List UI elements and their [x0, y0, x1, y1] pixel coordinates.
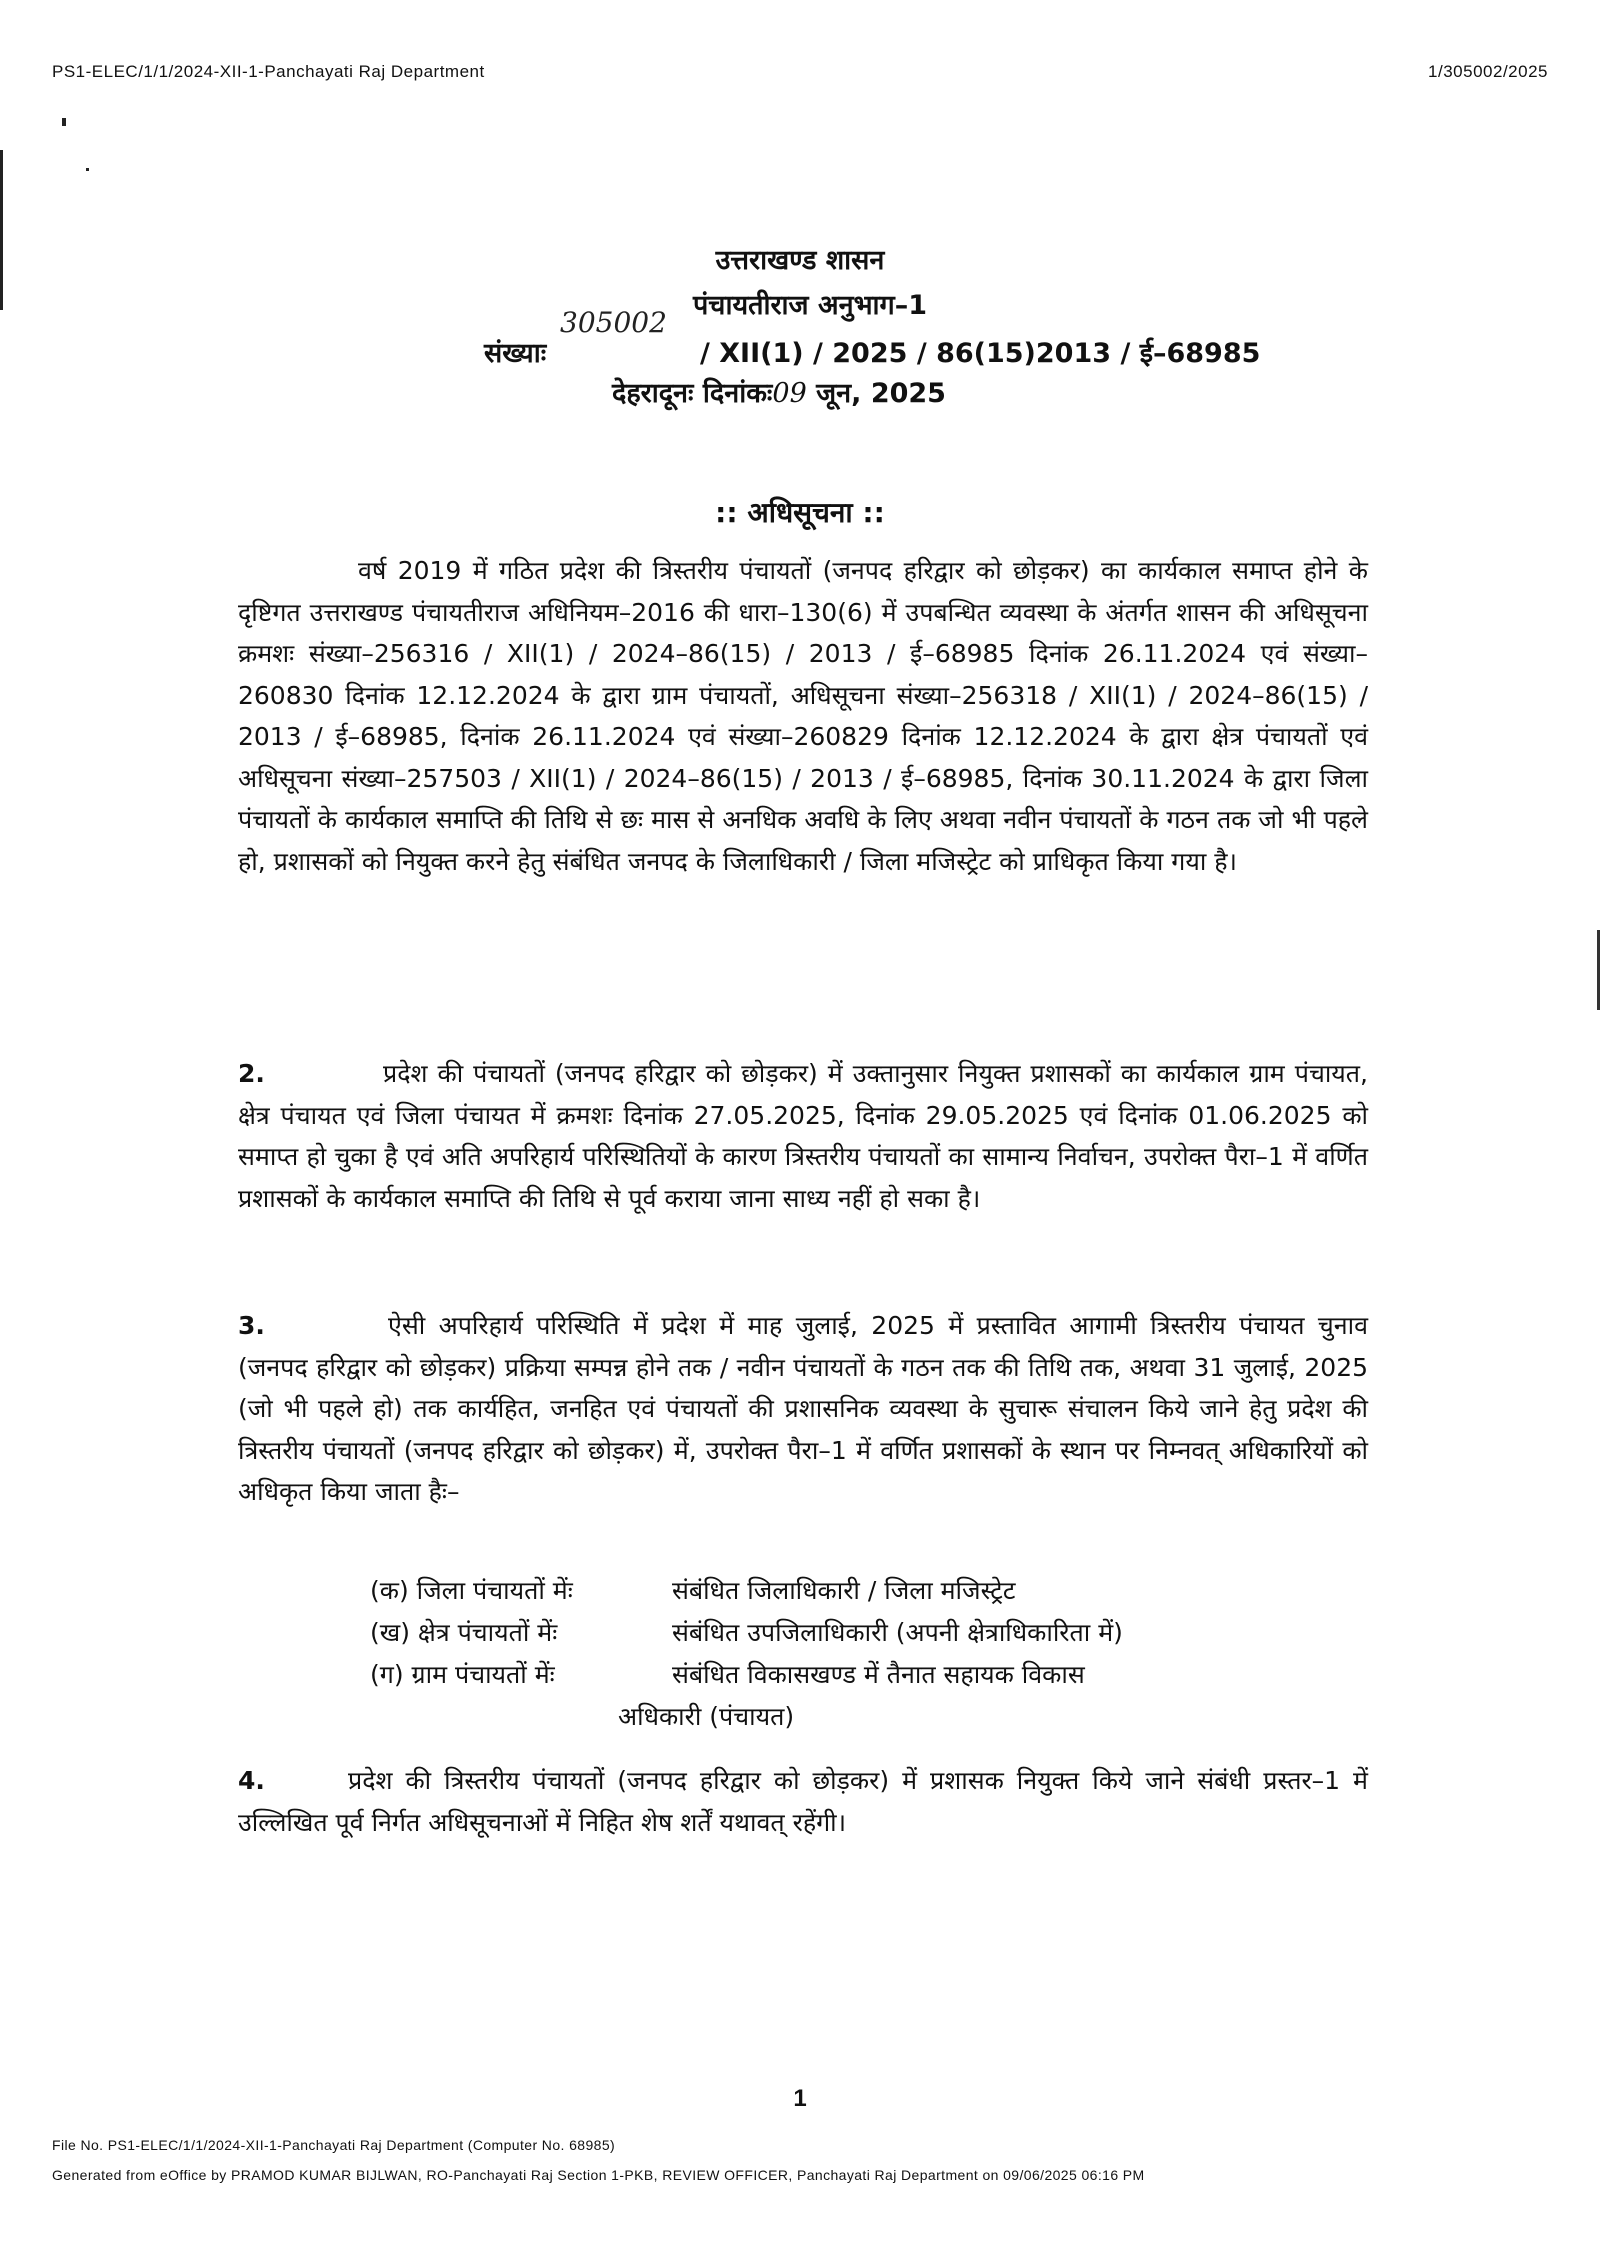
list-item	[370, 1612, 1123, 1654]
paragraph-3-text: ऐसी अपरिहार्य परिस्थिति में प्रदेश में माह जुलाई, 2025 में प्रस्तावित आगामी त्रिस्तरीय पंचायत चुनाव (जनपद हरिद्वार को छोड़कर) प्रक्रिया सम्पन्न होने तक / नवीन पंचायतों के गठन तक की तिथि तक, अथवा 31 जुलाई, 2025 (जो भी पहले हो) तक कार्यहित, जनहित एवं पंचायतों की प्रशासनिक व्यवस्था के सुचारू संचालन किये जाने हेतु प्रदेश की त्रिस्तरीय पंचायतों (जनपद हरिद्वार को छोड़कर) में, उपरोक्त पैरा–1 में वर्णित प्रशासकों के स्थान पर निम्नवत् अधिकारियों को अधिकृत किया जाता हैः–	[238, 1311, 1368, 1506]
department-name: पंचायतीराज अनुभाग–1	[692, 290, 928, 321]
list-item-label: (ग) ग्राम पंचायतों मेंः	[370, 1660, 555, 1689]
notification-title	[0, 493, 1600, 531]
list-item	[370, 1570, 1123, 1612]
paragraph-2	[238, 1053, 1368, 1219]
list-item-value: संबंधित जिलाधिकारी / जिला मजिस्ट्रेट	[672, 1576, 1016, 1605]
list-item	[370, 1654, 1123, 1696]
document-number-header: 1/305002/2025	[1428, 62, 1548, 81]
paragraph-2-text: प्रदेश की पंचायतों (जनपद हरिद्वार को छोड़कर) में उक्तानुसार नियुक्त प्रशासकों का कार्यकाल ग्राम पंचायत, क्षेत्र पंचायत एवं जिला पंचायत में क्रमशः दिनांक 27.05.2025, दिनांक 29.05.2025 एवं दिनांक 01.06.2025 को समाप्त हो चुका है एवं अति अपरिहार्य परिस्थितियों के कारण त्रिस्तरीय पंचायतों का सामान्य निर्वाचन, उपरोक्त पैरा–1 में वर्णित प्रशासकों के कार्यकाल समाप्ति की तिथि से पूर्व कराया जाना साध्य नहीं हो सका है।	[238, 1059, 1368, 1213]
reference-number	[484, 333, 1260, 370]
list-item-label: (क) जिला पंचायतों मेंः	[370, 1576, 573, 1605]
date-suffix: जून, 2025	[806, 378, 946, 409]
footer-generated-info: Generated from eOffice by PRAMOD KUMAR BIJLWAN, RO-Panchayati Raj Section 1-PKB, REVIEW OFFICER, Panchayati Raj Department on 09/06/2025 06:16 PM	[52, 2167, 1145, 2183]
notification-title-text: :: अधिसूचना ::	[715, 496, 885, 529]
list-item-label: (ख) क्षेत्र पंचायतों मेंः	[370, 1618, 558, 1647]
scan-speck	[86, 168, 89, 171]
footer-file-number: File No. PS1-ELEC/1/1/2024-XII-1-Panchayati Raj Department (Computer No. 68985)	[52, 2137, 616, 2153]
date-prefix: देहरादूनः दिनांकः	[612, 378, 773, 409]
authorized-officers-list	[370, 1570, 1123, 1738]
list-item-value: संबंधित विकासखण्ड में तैनात सहायक विकास	[672, 1660, 1085, 1689]
handwritten-day: 09	[772, 378, 807, 409]
page-number: 1	[793, 2085, 807, 2112]
paragraph-4	[238, 1760, 1368, 1843]
paragraph-3-number: 3.	[238, 1311, 265, 1340]
reference-number-value: / XII(1) / 2025 / 86(15)2013 / ई–68985	[699, 338, 1261, 369]
list-item-value: संबंधित उपजिलाधिकारी (अपनी क्षेत्राधिकारिता में)	[672, 1618, 1123, 1647]
paragraph-3	[238, 1305, 1368, 1513]
paragraph-2-number: 2.	[238, 1059, 265, 1088]
paragraph-1	[238, 550, 1368, 882]
paragraph-4-number: 4.	[238, 1766, 265, 1795]
government-name: उत्तराखण्ड शासन	[715, 245, 885, 276]
paragraph-1-text: वर्ष 2019 में गठित प्रदेश की त्रिस्तरीय पंचायतों (जनपद हरिद्वार को छोड़कर) का कार्यकाल समाप्त होने के दृष्टिगत उत्तराखण्ड पंचायतीराज अधिनियम–2016 की धारा–130(6) में उपबन्धित व्यवस्था के अंतर्गत शासन की अधिसूचना क्रमशः संख्या–256316 / XII(1) / 2024–86(15) / 2013 / ई–68985 दिनांक 26.11.2024 एवं संख्या–260830 दिनांक 12.12.2024 के द्वारा ग्राम पंचायतों, अधिसूचना संख्या–256318 / XII(1) / 2024–86(15) / 2013 / ई–68985, दिनांक 26.11.2024 एवं संख्या–260829 दिनांक 12.12.2024 के द्वारा क्षेत्र पंचायतों एवं अधिसूचना संख्या–257503 / XII(1) / 2024–86(15) / 2013 / ई–68985, दिनांक 30.11.2024 के द्वारा जिला पंचायतों के कार्यकाल समाप्ति की तिथि से छः मास से अनधिक अवधि के लिए अथवा नवीन पंचायतों के गठन तक जो भी पहले हो, प्रशासकों को नियुक्त करने हेतु संबंधित जनपद के जिलाधिकारी / जिला मजिस्ट्रेट को प्राधिकृत किया गया है।	[238, 556, 1368, 876]
issue-date	[612, 373, 946, 410]
scan-speck	[62, 118, 66, 126]
file-reference-header: PS1-ELEC/1/1/2024-XII-1-Panchayati Raj Department	[52, 62, 485, 81]
paragraph-4-text: प्रदेश की त्रिस्तरीय पंचायतों (जनपद हरिद्वार को छोड़कर) में प्रशासक नियुक्त किये जाने संबंधी प्रस्तर–1 में उल्लिखित पूर्व निर्गत अधिसूचनाओं में निहित शेष शर्तें यथावत् रहेंगी।	[238, 1766, 1368, 1837]
reference-number-label: संख्याः	[484, 338, 547, 369]
handwritten-number: 305002	[560, 306, 667, 339]
list-item-continuation: अधिकारी (पंचायत)	[618, 1702, 795, 1731]
